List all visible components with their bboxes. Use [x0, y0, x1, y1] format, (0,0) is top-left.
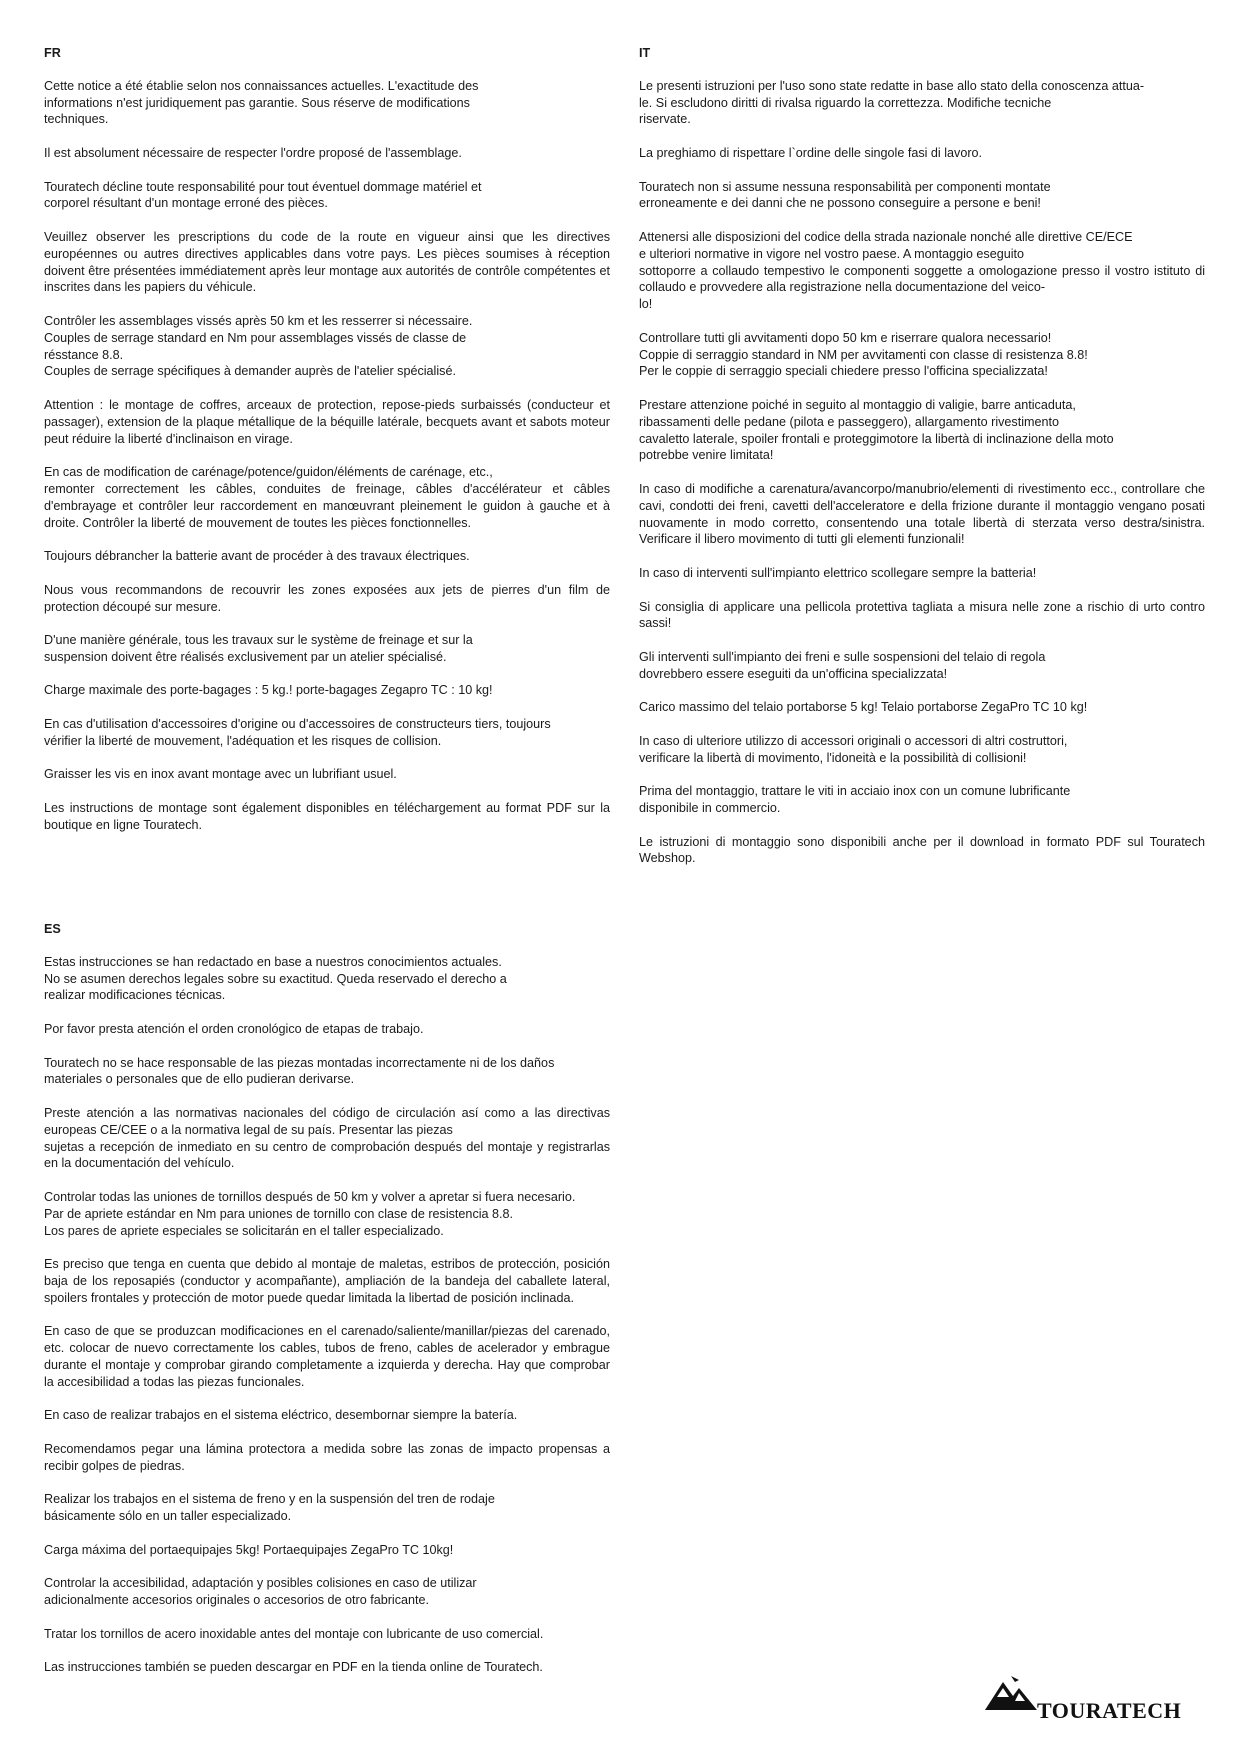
paragraph-es-8: En caso de realizar trabajos en el sistema eléctrico, desembornar siempre la batería. — [44, 1408, 518, 1423]
section-es — [44, 921, 610, 1693]
paragraph-it-11: Carico massimo del telaio portaborse 5 kg! Telaio portaborse ZegaPro TC 10 kg! — [639, 700, 1088, 715]
section-fr — [44, 45, 610, 850]
paragraph-fr-5: Contrôler les assemblages vissés après 50 km et les resserrer si nécessaire. Couples de serrage standard en Nm pour assemblages vissés de classe de résstance 8.8. Couples de serrage spécifiques à demander auprès de l'atelier spécialisé. — [44, 313, 473, 379]
paragraph-fr-2: Il est absolument nécessaire de respecter l'ordre proposé de l'assemblage. — [44, 145, 462, 160]
paragraph-it-8: In caso di interventi sull'impianto elettrico scollegare sempre la batteria! — [639, 565, 1037, 580]
paragraph-es-6: Es preciso que tenga en cuenta que debido al montaje de maletas, estribos de protección, posición baja de los reposapiés (conductor y acompañante), ampliación de la bandeja del caballete lateral, spoilers frontales y protección de motor puede quedar limitada la libertad de posición inclinada. — [44, 1257, 610, 1305]
paragraph-fr-10: D'une manière générale, tous les travaux sur le système de freinage et sur la suspension doivent être réalisés exclusivement par un atelier spécialisé. — [44, 633, 473, 664]
paragraph-it-12: In caso di ulteriore utilizzo di accessori originali o accessori di altri costruttori, verificare la libertà di movimento, l'idoneità e la possibilità di collisioni! — [639, 733, 1068, 765]
paragraph-es-10: Realizar los trabajos en el sistema de freno y en la suspensión del tren de rodaje básicamente sólo en un taller especializado. — [44, 1492, 495, 1524]
paragraph-it-6: Prestare attenzione poiché in seguito al montaggio di valigie, barre anticaduta, ribassamenti delle pedane (pilota e passeggero), allargamento rivestimento cavaletto laterale, spoiler frontali e proteggimotore la libertà di inclinazione della moto potrebbe venire limitata! — [639, 397, 1114, 463]
paragraph-it-14: Le istruzioni di montaggio sono disponibili anche per il download in formato PDF sul Touratech Webshop. — [639, 834, 1205, 866]
paragraph-es-11: Carga máxima del portaequipajes 5kg! Portaequipajes ZegaPro TC 10kg! — [44, 1542, 454, 1557]
paragraph-es-5: Controlar todas las uniones de tornillos después de 50 km y volver a apretar si fuera necesario. Par de apriete estándar en Nm para uniones de tornillo con clase de resistencia 8.8. Los pares de apriete especiales se solicitarán en el taller especializado. — [44, 1189, 576, 1238]
paragraph-it-1: Le presenti istruzioni per l'uso sono state redatte in base allo stato della conoscenza attua- le. Si escludono diritti di rivalsa riguardo la correttezza. Modifiche tecniche riservate. — [639, 78, 1145, 127]
paragraph-fr-13: Graisser les vis en inox avant montage avec un lubrifiant usuel. — [44, 767, 397, 782]
logo-text: TOURATECH — [1037, 1698, 1182, 1723]
paragraph-fr-8: Toujours débrancher la batterie avant de procéder à des travaux électriques. — [44, 549, 470, 564]
paragraph-it-5: Controllare tutti gli avvitamenti dopo 50 km e riserrare qualora necessario! Coppie di serraggio standard in NM per avvitamenti con classe di resistenza 8.8! Per le coppie di serraggio speciali chiedere presso l'officina specializzata! — [639, 330, 1088, 379]
paragraph-it-10: Gli interventi sull'impianto dei freni e sulle sospensioni del telaio di regola dovrebbero essere eseguiti da un'officina specializzata! — [639, 649, 1046, 681]
paragraph-es-4: Preste atención a las normativas nacionales del código de circulación así como a las directivas europeas CE/CEE o a la normativa legal de su país. Presentar las piezas sujetas a recepción de inmediato en su centro de comprobación después del montaje y registrarlas en la documentación del vehículo. — [44, 1105, 610, 1171]
paragraph-fr-11: Charge maximale des porte-bagages : 5 kg.! porte-bagages Zegapro TC : 10 kg! — [44, 683, 493, 698]
paragraph-fr-6: Attention : le montage de coffres, arceaux de protection, repose-pieds surbaissés (conducteur et passager), extension de la plaque métallique de la béquille latérale, becquets avant et sabots moteur peut réduire la liberté d'inclinaison en virage. — [44, 397, 610, 446]
paragraph-it-13: Prima del montaggio, trattare le viti in acciaio inox con un comune lubrificante disponibile in commercio. — [639, 784, 1071, 816]
paragraph-fr-3: Touratech décline toute responsabilité pour tout éventuel dommage matériel et corporel résultant d'un montage erroné des pièces. — [44, 179, 482, 211]
paragraph-fr-9: Nous vous recommandons de recouvrir les zones exposées aux jets de pierres d'un film de protection découpé sur mesure. — [44, 582, 610, 614]
paragraph-es-1: Estas instrucciones se han redactado en base a nuestros conocimientos actuales. No se asumen derechos legales sobre su exactitud. Queda reservado el derecho a realizar modificaciones técnicas. — [44, 954, 507, 1003]
paragraph-fr-7: En cas de modification de carénage/potence/guidon/éléments de carénage, etc., remonter correctement les câbles, conduites de freinage, câbles d'accélérateur et câbles d'embrayage et contrôler leur raccordement en manœuvrant pleinement le guidon à gauche et à droite. Contrôler la liberté de mouvement de toutes les pièces fonctionnelles. — [44, 465, 610, 530]
touratech-logo — [985, 1676, 1195, 1724]
section-heading-it: IT — [639, 46, 651, 60]
paragraph-es-12: Controlar la accesibilidad, adaptación y posibles colisiones en caso de utilizar adicionalmente accesorios originales o accesorios de otro fabricante. — [44, 1576, 477, 1608]
paragraph-es-13: Tratar los tornillos de acero inoxidable antes del montaje con lubricante de uso comercial. — [44, 1626, 544, 1641]
it-paragraphs — [639, 78, 1205, 867]
fr-paragraphs — [44, 78, 610, 834]
paragraph-es-7: En caso de que se produzcan modificaciones en el carenado/saliente/manillar/piezas del carenado, etc. colocar de nuevo correctamente los cables, tubos de freno, cables de acelerador y embrague durante el montaje y comprobar girando completamente a izquierda y derecha. Hay que comprobar la accesibilidad a todas las piezas funcionales. — [44, 1324, 610, 1389]
paragraph-it-4: Attenersi alle disposizioni del codice della strada nazionale nonché alle direttive CE/ECE e ulteriori normative in vigore nel vostro paese. A montaggio eseguito sottoporre a collaudo tempestivo le componenti soggette a omologazione presso il vostro istituto di collaudo e provvedere alla registrazione nella documentazione del veico- lo! — [639, 229, 1205, 312]
es-paragraphs — [44, 954, 610, 1676]
mountain-logo-icon — [985, 1676, 1041, 1710]
paragraph-es-14: Las instrucciones también se pueden descargar en PDF en la tienda online de Touratech. — [44, 1660, 543, 1675]
paragraph-fr-12: En cas d'utilisation d'accessoires d'origine ou d'accessoires de constructeurs tiers, toujours vérifier la liberté de mouvement, l'adéquation et les risques de collision. — [44, 717, 551, 748]
section-heading-es: ES — [44, 922, 61, 936]
paragraph-it-9: Si consiglia di applicare una pellicola protettiva tagliata a misura nelle zone a rischio di urto contro sassi! — [639, 599, 1205, 631]
paragraph-fr-14: Les instructions de montage sont également disponibles en téléchargement au format PDF sur la boutique en ligne Touratech. — [44, 801, 610, 832]
paragraph-es-2: Por favor presta atención el orden cronológico de etapas de trabajo. — [44, 1021, 424, 1036]
paragraph-it-7: In caso di modifiche a carenatura/avancorpo/manubrio/elementi di rivestimento ecc., controllare che cavi, condotti dei freni, cavetti dell'acceleratore e della frizione durante il montaggio vengano posati nuovamente in modo corretto, consentendo una totale libertà di sterzata verso destra/sinistra. Verificare il libero movimento di tutti gli elementi funzionali! — [639, 481, 1205, 547]
paragraph-fr-4: Veuillez observer les prescriptions du code de la route en vigueur ainsi que les directives européennes ou autres directives applicables dans votre pays. Les pièces soumises à réception doivent être présentées immédiatement après leur montage aux autorités de contrôle compétentes et inscrites dans les papiers du véhicule. — [44, 229, 610, 295]
section-heading-fr: FR — [44, 46, 61, 60]
section-it — [639, 45, 1205, 884]
paragraph-es-3: Touratech no se hace responsable de las piezas montadas incorrectamente ni de los daños materiales o personales que de ello pudieran derivarse. — [44, 1055, 555, 1087]
paragraph-fr-1: Cette notice a été établie selon nos connaissances actuelles. L'exactitude des informations n'est juridiquement pas garantie. Sous réserve de modifications techniques. — [44, 78, 479, 127]
paragraph-it-2: La preghiamo di rispettare l`ordine delle singole fasi di lavoro. — [639, 145, 983, 160]
paragraph-es-9: Recomendamos pegar una lámina protectora a medida sobre las zonas de impacto propensas a recibir golpes de piedras. — [44, 1441, 610, 1473]
paragraph-it-3: Touratech non si assume nessuna responsabilità per componenti montate erroneamente e dei danni che ne possono conseguire a persone e beni! — [639, 179, 1051, 211]
